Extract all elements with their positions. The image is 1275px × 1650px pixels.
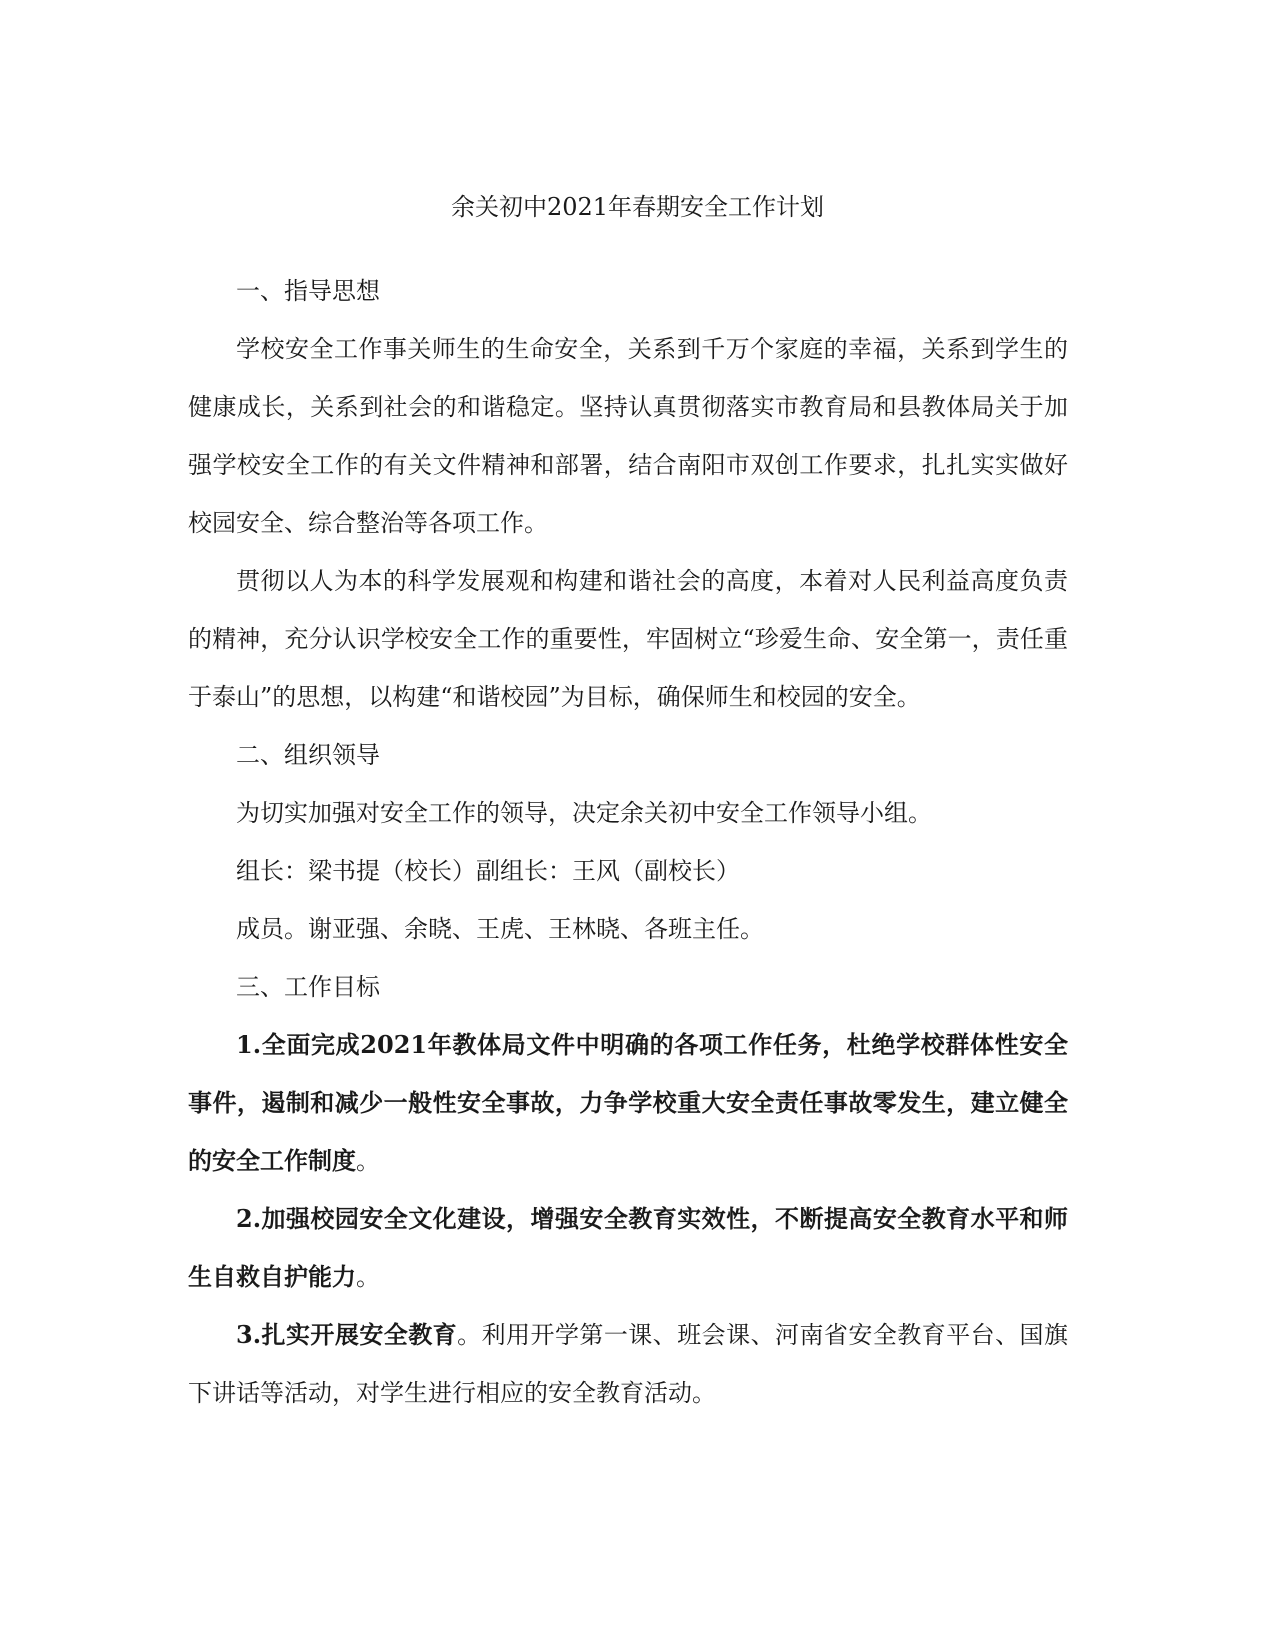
document-body: [188, 262, 1068, 1422]
goal-item-3-rest: 。利用开学第一课、班会课、河南省安全教育平台、国旗下讲话等活动，对学生进行相应的安全教育活动。: [188, 1321, 1069, 1407]
paragraph-group-leaders: 组长：梁书提（校长）副组长：王风（副校长）: [236, 857, 740, 885]
document-title: 余关初中2021年春期安全工作计划: [450, 193, 825, 221]
section-heading-work-goals: 三、工作目标: [236, 973, 380, 1001]
goal-item-2-rest: 。: [356, 1263, 380, 1291]
goal-item-3-bold: 3.扎实开展安全教育: [236, 1320, 458, 1349]
section-heading-guiding-ideology: 一、指导思想: [236, 277, 380, 305]
section-heading-organization: 二、组织领导: [236, 741, 380, 769]
goal-item-2: [188, 1190, 1068, 1306]
goal-item-3: [188, 1306, 1068, 1422]
goal-item-1-rest: 。: [356, 1147, 380, 1175]
paragraph-group-members: 成员。谢亚强、余晓、王虎、王林晓、各班主任。: [236, 915, 764, 943]
paragraph-people-oriented: 贯彻以人为本的科学发展观和构建和谐社会的高度，本着对人民利益高度负责的精神，充分认识学校安全工作的重要性，牢固树立“珍爱生命、安全第一，责任重于泰山”的思想，以构建“和谐校园”为目标，确保师生和校园的安全。: [188, 567, 1068, 711]
goal-item-1-bold: 1.全面完成2021年教体局文件中明确的各项工作任务，杜绝学校群体性安全事件，遏制和减少一般性安全事故，力争学校重大安全责任事故零发生，建立健全的安全工作制度: [188, 1030, 1068, 1175]
paragraph-leadership-group: 为切实加强对安全工作的领导，决定余关初中安全工作领导小组。: [236, 799, 932, 827]
goal-item-2-bold: 2.加强校园安全文化建设，增强安全教育实效性，不断提高安全教育水平和师生自救自护能力: [188, 1204, 1068, 1291]
goal-item-1: [188, 1016, 1068, 1190]
paragraph-safety-importance: 学校安全工作事关师生的生命安全，关系到千万个家庭的幸福，关系到学生的健康成长，关系到社会的和谐稳定。坚持认真贯彻落实市教育局和县教体局关于加强学校安全工作的有关文件精神和部署，结合南阳市双创工作要求，扎扎实实做好校园安全、综合整治等各项工作。: [188, 335, 1068, 537]
